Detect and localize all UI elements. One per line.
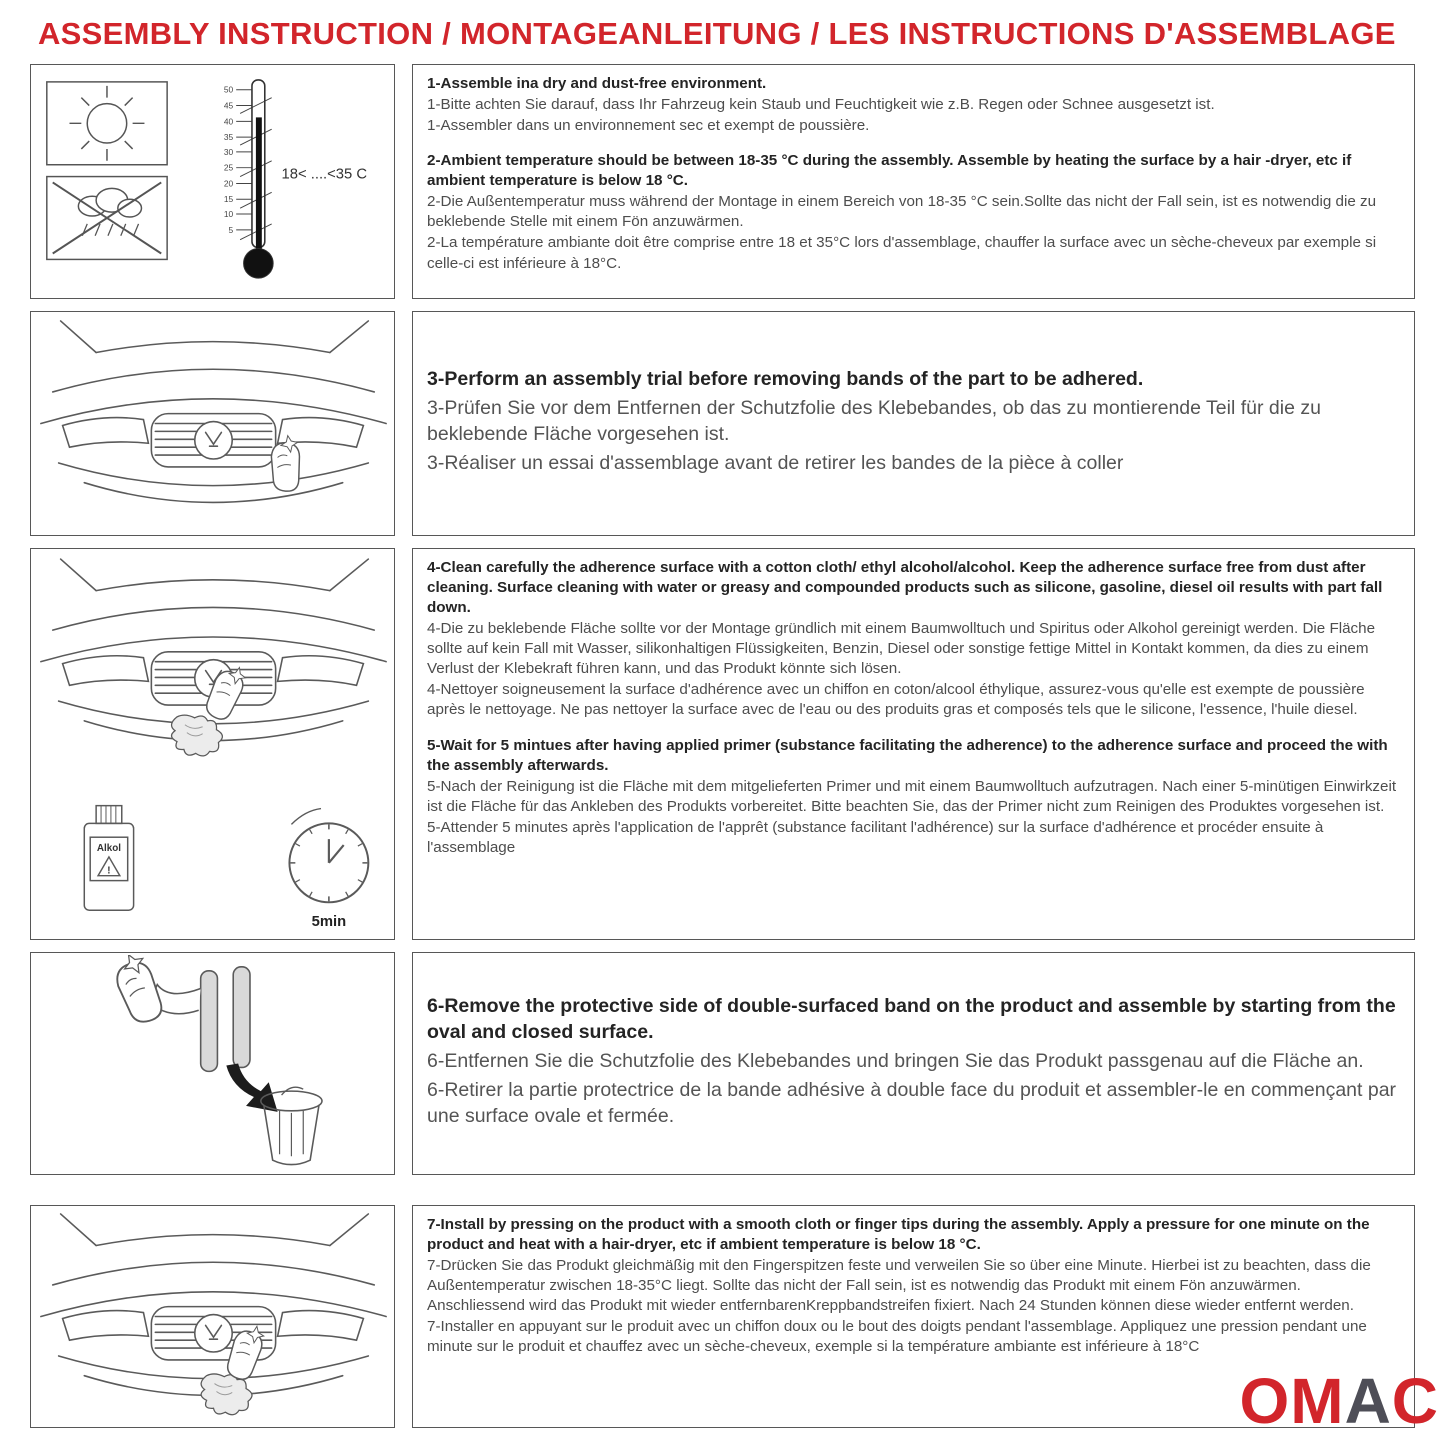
- section-clean-primer: [30, 548, 1415, 940]
- step6-fr: 6-Retirer la partie protectrice de la bande adhésive à double face du produit et assembler-le en commençant par une surface ovale et fermée.: [427, 1078, 1397, 1127]
- section-environment-temperature: [30, 64, 1415, 299]
- illustration-press: [30, 1205, 395, 1428]
- scale-tick: 20: [223, 178, 233, 189]
- illustration-clean: [30, 548, 395, 940]
- step3-fr: 3-Réaliser un essai d'assemblage avant de retirer les bandes de la pièce à coller: [427, 451, 1124, 474]
- no-rain-icon: [46, 177, 166, 260]
- step5-fr: 5-Attender 5 minutes après l'application de l'apprêt (substance facilitant l'adhérence) sur la surface d'adhérence et procéder ensuite à l'assemblage: [427, 818, 1324, 856]
- section-remove-band: [30, 952, 1415, 1175]
- scale-tick: 45: [223, 100, 233, 111]
- scale-tick: 10: [223, 209, 233, 220]
- car-grille-trial-illustration: [33, 313, 393, 535]
- instructions-step-1-2: [412, 64, 1415, 299]
- environment-illustration: [33, 68, 393, 295]
- bottle-label: Alkol: [96, 842, 121, 854]
- step1-fr: 1-Assembler dans un environnement sec et exempt de poussière.: [427, 117, 870, 135]
- clean-illustration: [33, 551, 393, 938]
- section-assembly-trial: [30, 311, 1415, 536]
- step1-de: 1-Bitte achten Sie darauf, dass Ihr Fahrzeug kein Staub und Feuchtigkeit wie z.B. Regen oder Schnee ausgesetzt ist.: [427, 96, 1215, 114]
- thermometer-icon: [223, 80, 366, 278]
- scale-tick: 15: [223, 194, 233, 205]
- car-front-icon: [40, 320, 385, 501]
- scale-tick: 30: [223, 146, 233, 157]
- logo-letter: C: [1391, 1365, 1439, 1437]
- step7-de: 7-Drücken Sie das Produkt gleichmäßig mit den Fingerspitzen feste und verweilen Sie so über eine Minute. Hierbei ist zu beachten, dass die Außentemperatur zwischen 18-35°C liegt. Sollte das nicht der Fall sein, ist es notwendig das Produkt mit einem Fön anzuwärmen. Anschliessend wird das Produkt mit wieder entfernbarenKreppbandstreifen fixiert. Nach 24 Stunden können diese wieder entfernt werden.: [427, 1257, 1371, 1315]
- arrow-icon: [226, 1064, 277, 1112]
- illustration-trial: [30, 311, 395, 536]
- temperature-range-label: 18< ....<35 C: [281, 166, 367, 183]
- logo-letter: O: [1239, 1365, 1291, 1437]
- instructions-step-6: [412, 952, 1415, 1175]
- section-press-install: [30, 1205, 1415, 1428]
- step4-de: 4-Die zu beklebende Fläche sollte vor der Montage gründlich mit einem Baumwolltuch und Spiritus oder Alkohol gereinigt werden. Die Fläche sollte auf kein Fall mit Wasser, silikonhaltigen Flüssigkeiten, Benzin, Diesel oder sonstige fettige Mittel in Kontakt kommen, da dies zu einem Verlust der Klebekraft führen kann, und das Produkt könnte sich lösen.: [427, 620, 1376, 678]
- tape-strips-icon: [149, 967, 250, 1072]
- step4-en: 4-Clean carefully the adherence surface with a cotton cloth/ ethyl alcohol/alcohol. Keep the adherence surface free from dust after cleaning. Surface cleaning with water or greasy and compounded products such as silicone, gasoline, diesel oil results with part fall down.: [427, 559, 1383, 617]
- step2-fr: 2-La température ambiante doit être comprise entre 18 et 35°C lors d'assemblage, chauffer la surface avec un sèche-cheveux par exemple si celle-ci est inférieure à 18°C.: [427, 234, 1377, 272]
- instructions-step-3: [412, 311, 1415, 536]
- sun-icon: [46, 82, 166, 165]
- step7-en: 7-Install by pressing on the product with a smooth cloth or finger tips during the assembly. Apply a pressure for one minute on the product and heat with a hair-dryer, etc if ambient temperature is below 18 °C.: [427, 1216, 1370, 1254]
- scale-tick: 50: [223, 84, 233, 95]
- step6-de: 6-Entfernen Sie die Schutzfolie des Klebebandes und bringen Sie das Produkt passgenau auf die Fläche an.: [427, 1050, 1364, 1073]
- instructions-step-4-5: [412, 548, 1415, 940]
- peel-band-illustration: [33, 955, 393, 1172]
- scale-tick: 40: [223, 116, 233, 127]
- step1-en: 1-Assemble ina dry and dust-free environment.: [427, 75, 767, 92]
- logo-letter: M: [1290, 1365, 1345, 1437]
- omac-logo: [1239, 1365, 1439, 1437]
- cloth-icon: [201, 1373, 252, 1414]
- clock-icon: [289, 808, 368, 902]
- cloth-icon: [171, 715, 222, 756]
- step2-en: 2-Ambient temperature should be between 18-35 °C during the assembly. Assemble by heating the surface by a hair -dryer, etc if ambient temperature is below 18 °C.: [427, 152, 1352, 190]
- press-illustration: [33, 1206, 393, 1428]
- step6-en: 6-Remove the protective side of double-surfaced band on the product and assemble by starting from the oval and closed surface.: [427, 995, 1396, 1044]
- step5-en: 5-Wait for 5 mintues after having applied primer (substance facilitating the adherence) to the adherence surface and proceed the with the assembly afterwards.: [427, 736, 1388, 774]
- scale-tick: 25: [223, 162, 233, 173]
- car-front-icon: [40, 1213, 385, 1394]
- page-title: ASSEMBLY INSTRUCTION / MONTAGEANLEITUNG / LES INSTRUCTIONS D'ASSEMBLAGE: [38, 16, 1396, 51]
- bottle-warning: !: [106, 865, 111, 877]
- step3-de: 3-Prüfen Sie vor dem Entfernen der Schutzfolie des Klebebandes, ob das zu montierende Teil für die zu beklebende Fläche vorgesehen ist.: [427, 397, 1321, 445]
- step2-de: 2-Die Außentemperatur muss während der Montage in einem Bereich von 18-35 °C sein.Sollte das nicht der Fall sein, ist es notwendig die zu beklebende Stelle mit einem Fön anzuwärmen.: [427, 193, 1377, 231]
- logo-letter: A: [1344, 1365, 1392, 1437]
- alcohol-bottle-icon: [84, 805, 133, 910]
- step7-fr: 7-Installer en appuyant sur le produit avec un chiffon doux ou le bout des doigts pendant l'assemblage. Appliquez une pression pendant une minute sur le produit et chauffez avec un sèche-cheveux, exemple si la température ambiante est inférieure à 18°C: [427, 1318, 1367, 1356]
- hand-icon: [266, 434, 305, 493]
- illustration-environment: [30, 64, 395, 299]
- step3-en: 3-Perform an assembly trial before removing bands of the part to be adhered.: [427, 368, 1144, 391]
- scale-tick: 35: [223, 132, 233, 143]
- illustration-remove-band: [30, 952, 395, 1175]
- scale-tick: 5: [228, 224, 233, 235]
- clock-label: 5min: [311, 913, 346, 930]
- step5-de: 5-Nach der Reinigung ist die Fläche mit dem mitgelieferten Primer und mit einem Baumwolltuch aufzutragen. Nach einer 5-minütigen Einwirkzeit ist die Fläche für das Ankleben des Produkts vorbereitet. Bitte beachten Sie, das der Primer nicht zum Reinigen des Produktes vorgesehen ist.: [427, 777, 1397, 815]
- step4-fr: 4-Nettoyer soigneusement la surface d'adhérence avec un chiffon en coton/alcool éthylique, assurez-vous qu'elle est exempte de poussière après le nettoyage. Ne pas nettoyer la surface avec de l'eau ou des produits gras et composés tels que le silicone, l'essence, l'huile diesel.: [427, 681, 1365, 719]
